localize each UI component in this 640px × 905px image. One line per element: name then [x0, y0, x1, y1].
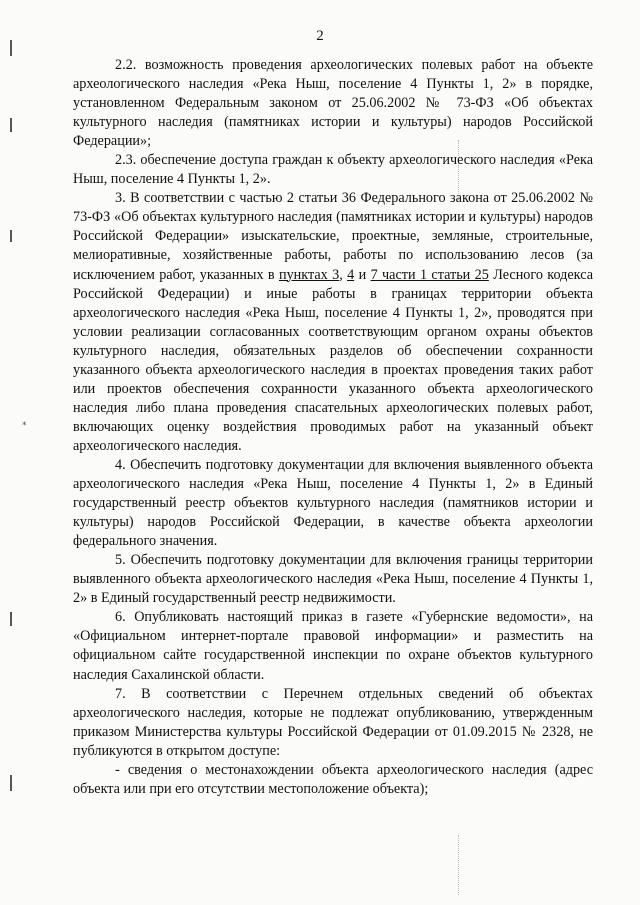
paragraph-7: 7. В соответствии с Перечнем отдельных сведений об объектах археологического наследия, которые не подлежат опубликованию, утвержденным приказом Министерства культуры Российской Федерации от 01.09.2015 № 2328, не публикуются в открытом доступе: [73, 685, 593, 759]
scan-margin-mark [10, 775, 12, 791]
paragraph-3-text-start: 3. В соответствии с частью 2 статьи 36 Федерального закона от 25.06.2002 № 73-ФЗ «Об объектах культурного наследия (памятниках истории и культуры) народов Российской Федерации» изыскательские, проектные, земляные, строительные, мелиоративные, хозяйственные работы, работы по использованию лесов (за исключением работ, указанных в [73, 190, 593, 283]
paragraph-5: 5. Обеспечить подготовку документации для включения границы территории выявленного объекта археологического наследия «Река Ныш, поселение 4 Пункты 1, 2» в Единый государственный реестр недвижимости. [73, 552, 593, 607]
separator: и [354, 266, 371, 283]
paragraph-3 [73, 189, 593, 456]
link-part-7-article-25[interactable]: 7 части 1 статьи 25 [370, 266, 489, 283]
link-points-3[interactable]: пунктах 3 [279, 266, 340, 283]
paragraph-2-3: 2.3. обеспечение доступа граждан к объекту археологического наследия «Река Ныш, поселение 4 Пункты 1, 2». [73, 152, 593, 188]
link-point-4[interactable]: 4 [347, 266, 355, 283]
paragraph-7-list-item: - сведения о местонахождении объекта археологического наследия (адрес объекта или при его отсутствии местоположение объекта); [73, 761, 593, 797]
scan-margin-mark [10, 612, 12, 626]
scan-artifact-line [458, 835, 460, 895]
scan-margin-mark [10, 118, 12, 132]
separator: , [339, 266, 348, 283]
paragraph-6: 6. Опубликовать настоящий приказ в газете «Губернские ведомости», на «Официальном интернет-портале правовой информации» и разместить на официальном сайте государственной инспекции по охране объектов культурного наследия Сахалинской области. [73, 609, 593, 683]
page-number: 2 [316, 28, 324, 44]
scan-tick-mark: ⁎ [22, 418, 27, 428]
paragraph-4: 4. Обеспечить подготовку документации для включения выявленного объекта археологического наследия «Река Ныш, поселение 4 Пункты 1, 2» в Единый государственный реестр объектов культурного наследия (памятников истории и культуры) народов Российской Федерации, в качестве объекта археологии федерального значения. [73, 456, 593, 550]
paragraph-3-text-end: Лесного кодекса Российской Федерации) и иные работы в границах территории объекта археологического наследия «Река Ныш, поселение 4 Пункты 1, 2», проводятся при условии реализации согласованных соответствующим органом охраны объектов культурного наследия, обязательных разделов об обеспечении сохранности указанного объекта археологического наследия в проектах проведения таких работ или проектов обеспечения сохранности указанного объекта археологического наследия либо плана проведения спасательных археологических полевых работ, включающих оценку воздействия проводимых работ на указанный объект археологического наследия. [73, 266, 593, 454]
scan-margin-mark [10, 230, 12, 242]
paragraph-2-2: 2.2. возможность проведения археологических полевых работ на объекте археологического наследия «Река Ныш, поселение 4 Пункты 1, 2» в порядке, установленном Федеральным законом от 25.06.2002 № 73-ФЗ «Об объектах культурного наследия (памятниках истории и культуры) народов Российской Федерации»; [73, 57, 593, 150]
document-body [73, 56, 593, 799]
